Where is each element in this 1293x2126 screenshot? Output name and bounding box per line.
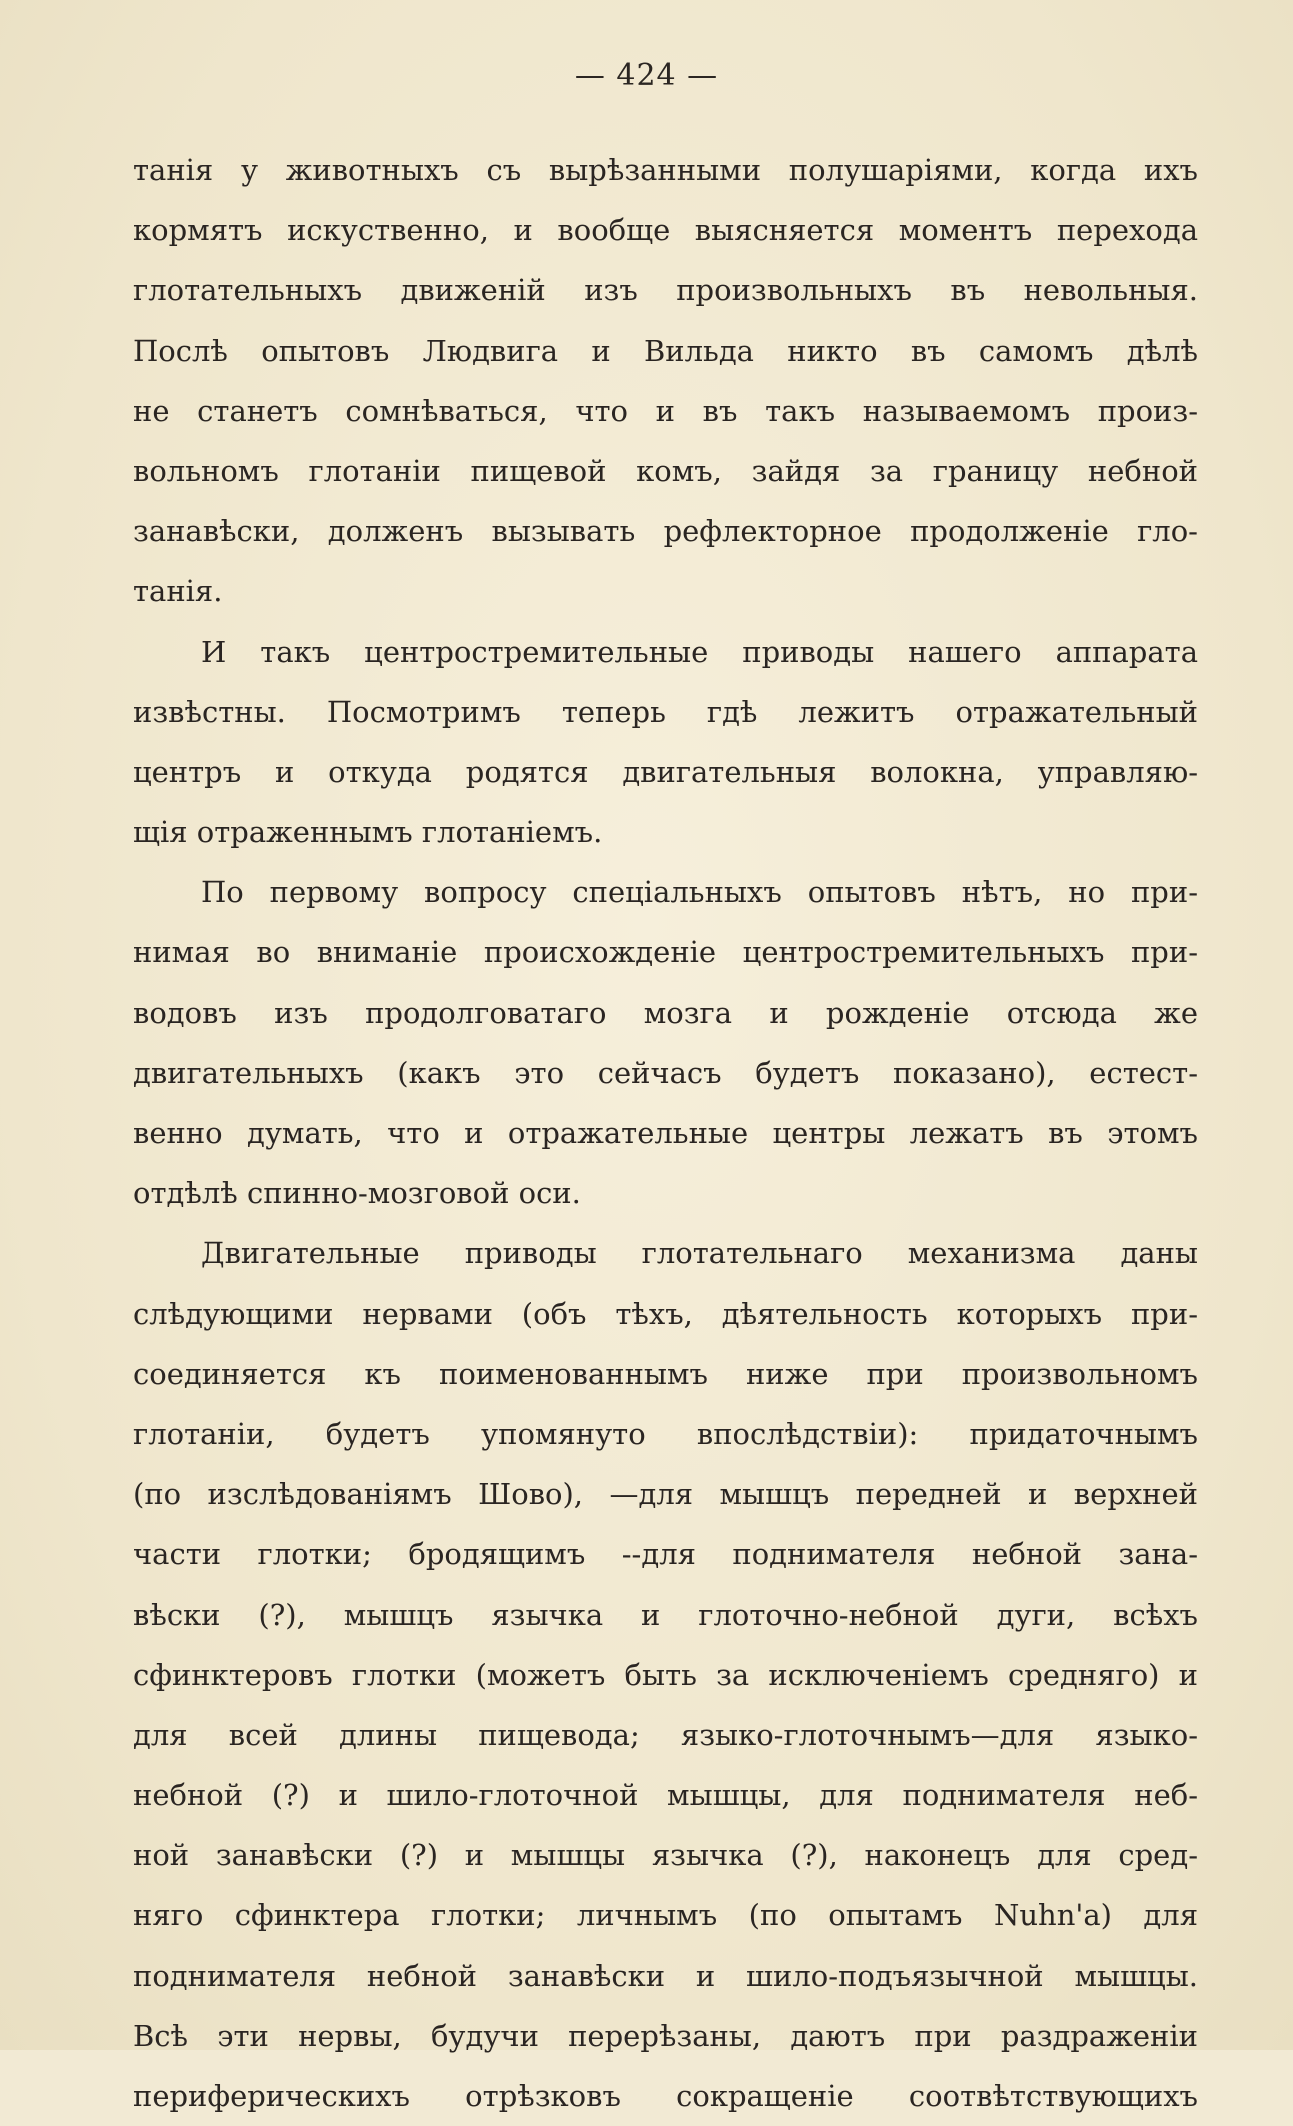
- body-text: [133, 140, 1198, 2126]
- text-line: двигательныхъ (какъ это сейчасъ будетъ показано), естест-: [133, 1055, 1198, 1090]
- text-line: слѣдующими нервами (объ тѣхъ, дѣятельность которыхъ при-: [133, 1296, 1198, 1331]
- text-line: части глотки; бродящимъ --для поднимателя небной зана-: [133, 1537, 1198, 1572]
- text-line: небной (?) и шило-глоточной мышцы, для поднимателя неб-: [133, 1778, 1198, 1813]
- text-line: поднимателя небной занавѣски и шило-подъязычной мышцы.: [133, 1958, 1198, 1993]
- text-line: щія отраженнымъ глотаніемъ.: [133, 815, 603, 850]
- text-line: танія у животныхъ съ вырѣзанными полушаріями, когда ихъ: [133, 153, 1198, 187]
- text-line: танія.: [133, 574, 223, 609]
- text-line: извѣстны. Посмотримъ теперь гдѣ лежитъ отражательный: [133, 694, 1198, 729]
- text-line: водовъ изъ продолговатаго мозга и рожденіе отсюда же: [133, 995, 1198, 1030]
- text-line: Послѣ опытовъ Людвига и Вильда никто въ самомъ дѣлѣ: [133, 333, 1198, 368]
- text-line: Всѣ эти нервы, будучи перерѣзаны, даютъ при раздраженіи: [133, 2018, 1198, 2053]
- text-line: для всей длины пищевода; языко-глоточнымъ—для языко-: [133, 1717, 1198, 1752]
- text-line: глотательныхъ движеній изъ произвольныхъ въ невольныя.: [133, 273, 1198, 308]
- text-line: занавѣски, долженъ вызывать рефлекторное продолженіе гло-: [133, 514, 1198, 549]
- text-line: ной занавѣски (?) и мышцы язычка (?), наконецъ для сред-: [133, 1838, 1198, 1873]
- text-line: По первому вопросу спеціальныхъ опытовъ нѣтъ, но при-: [201, 875, 1198, 910]
- text-line: няго сфинктера глотки; личнымъ (по опытамъ Nuhn'a) для: [133, 1898, 1198, 1933]
- text-line: отдѣлѣ спинно-мозговой оси.: [133, 1176, 581, 1211]
- text-line: центръ и откуда родятся двигательныя волокна, управляю-: [133, 754, 1198, 789]
- text-line: вѣски (?), мышцъ язычка и глоточно-небной дуги, всѣхъ: [133, 1597, 1198, 1632]
- text-line: глотаніи, будетъ упомянуто впослѣдствіи): придаточнымъ: [133, 1416, 1198, 1451]
- text-line: нимая во вниманіе происхожденіе центростремительныхъ при-: [133, 935, 1198, 970]
- text-line: сфинктеровъ глотки (можетъ быть за исключеніемъ средняго) и: [133, 1657, 1198, 1692]
- text-line: вольномъ глотаніи пищевой комъ, зайдя за границу небной: [133, 453, 1198, 488]
- text-line: (по изслѣдованіямъ Шово), —для мышцъ передней и верхней: [133, 1477, 1198, 1512]
- text-line: Двигательные приводы глотательнаго механизма даны: [201, 1236, 1198, 1271]
- text-line: И такъ центростремительные приводы нашего аппарата: [201, 634, 1198, 669]
- text-line: венно думать, что и отражательные центры лежатъ въ этомъ: [133, 1116, 1198, 1150]
- text-line: периферическихъ отрѣзковъ сокращеніе соотвѣтствующихъ: [133, 2079, 1198, 2113]
- text-line: не станетъ сомнѣваться, что и въ такъ называемомъ произ-: [133, 393, 1198, 428]
- text-line: кормятъ искуственно, и вообще выясняется моментъ перехода: [133, 213, 1198, 248]
- page-number: — 424 —: [574, 58, 719, 93]
- text-line: соединяется къ поименованнымъ ниже при произвольномъ: [133, 1356, 1198, 1391]
